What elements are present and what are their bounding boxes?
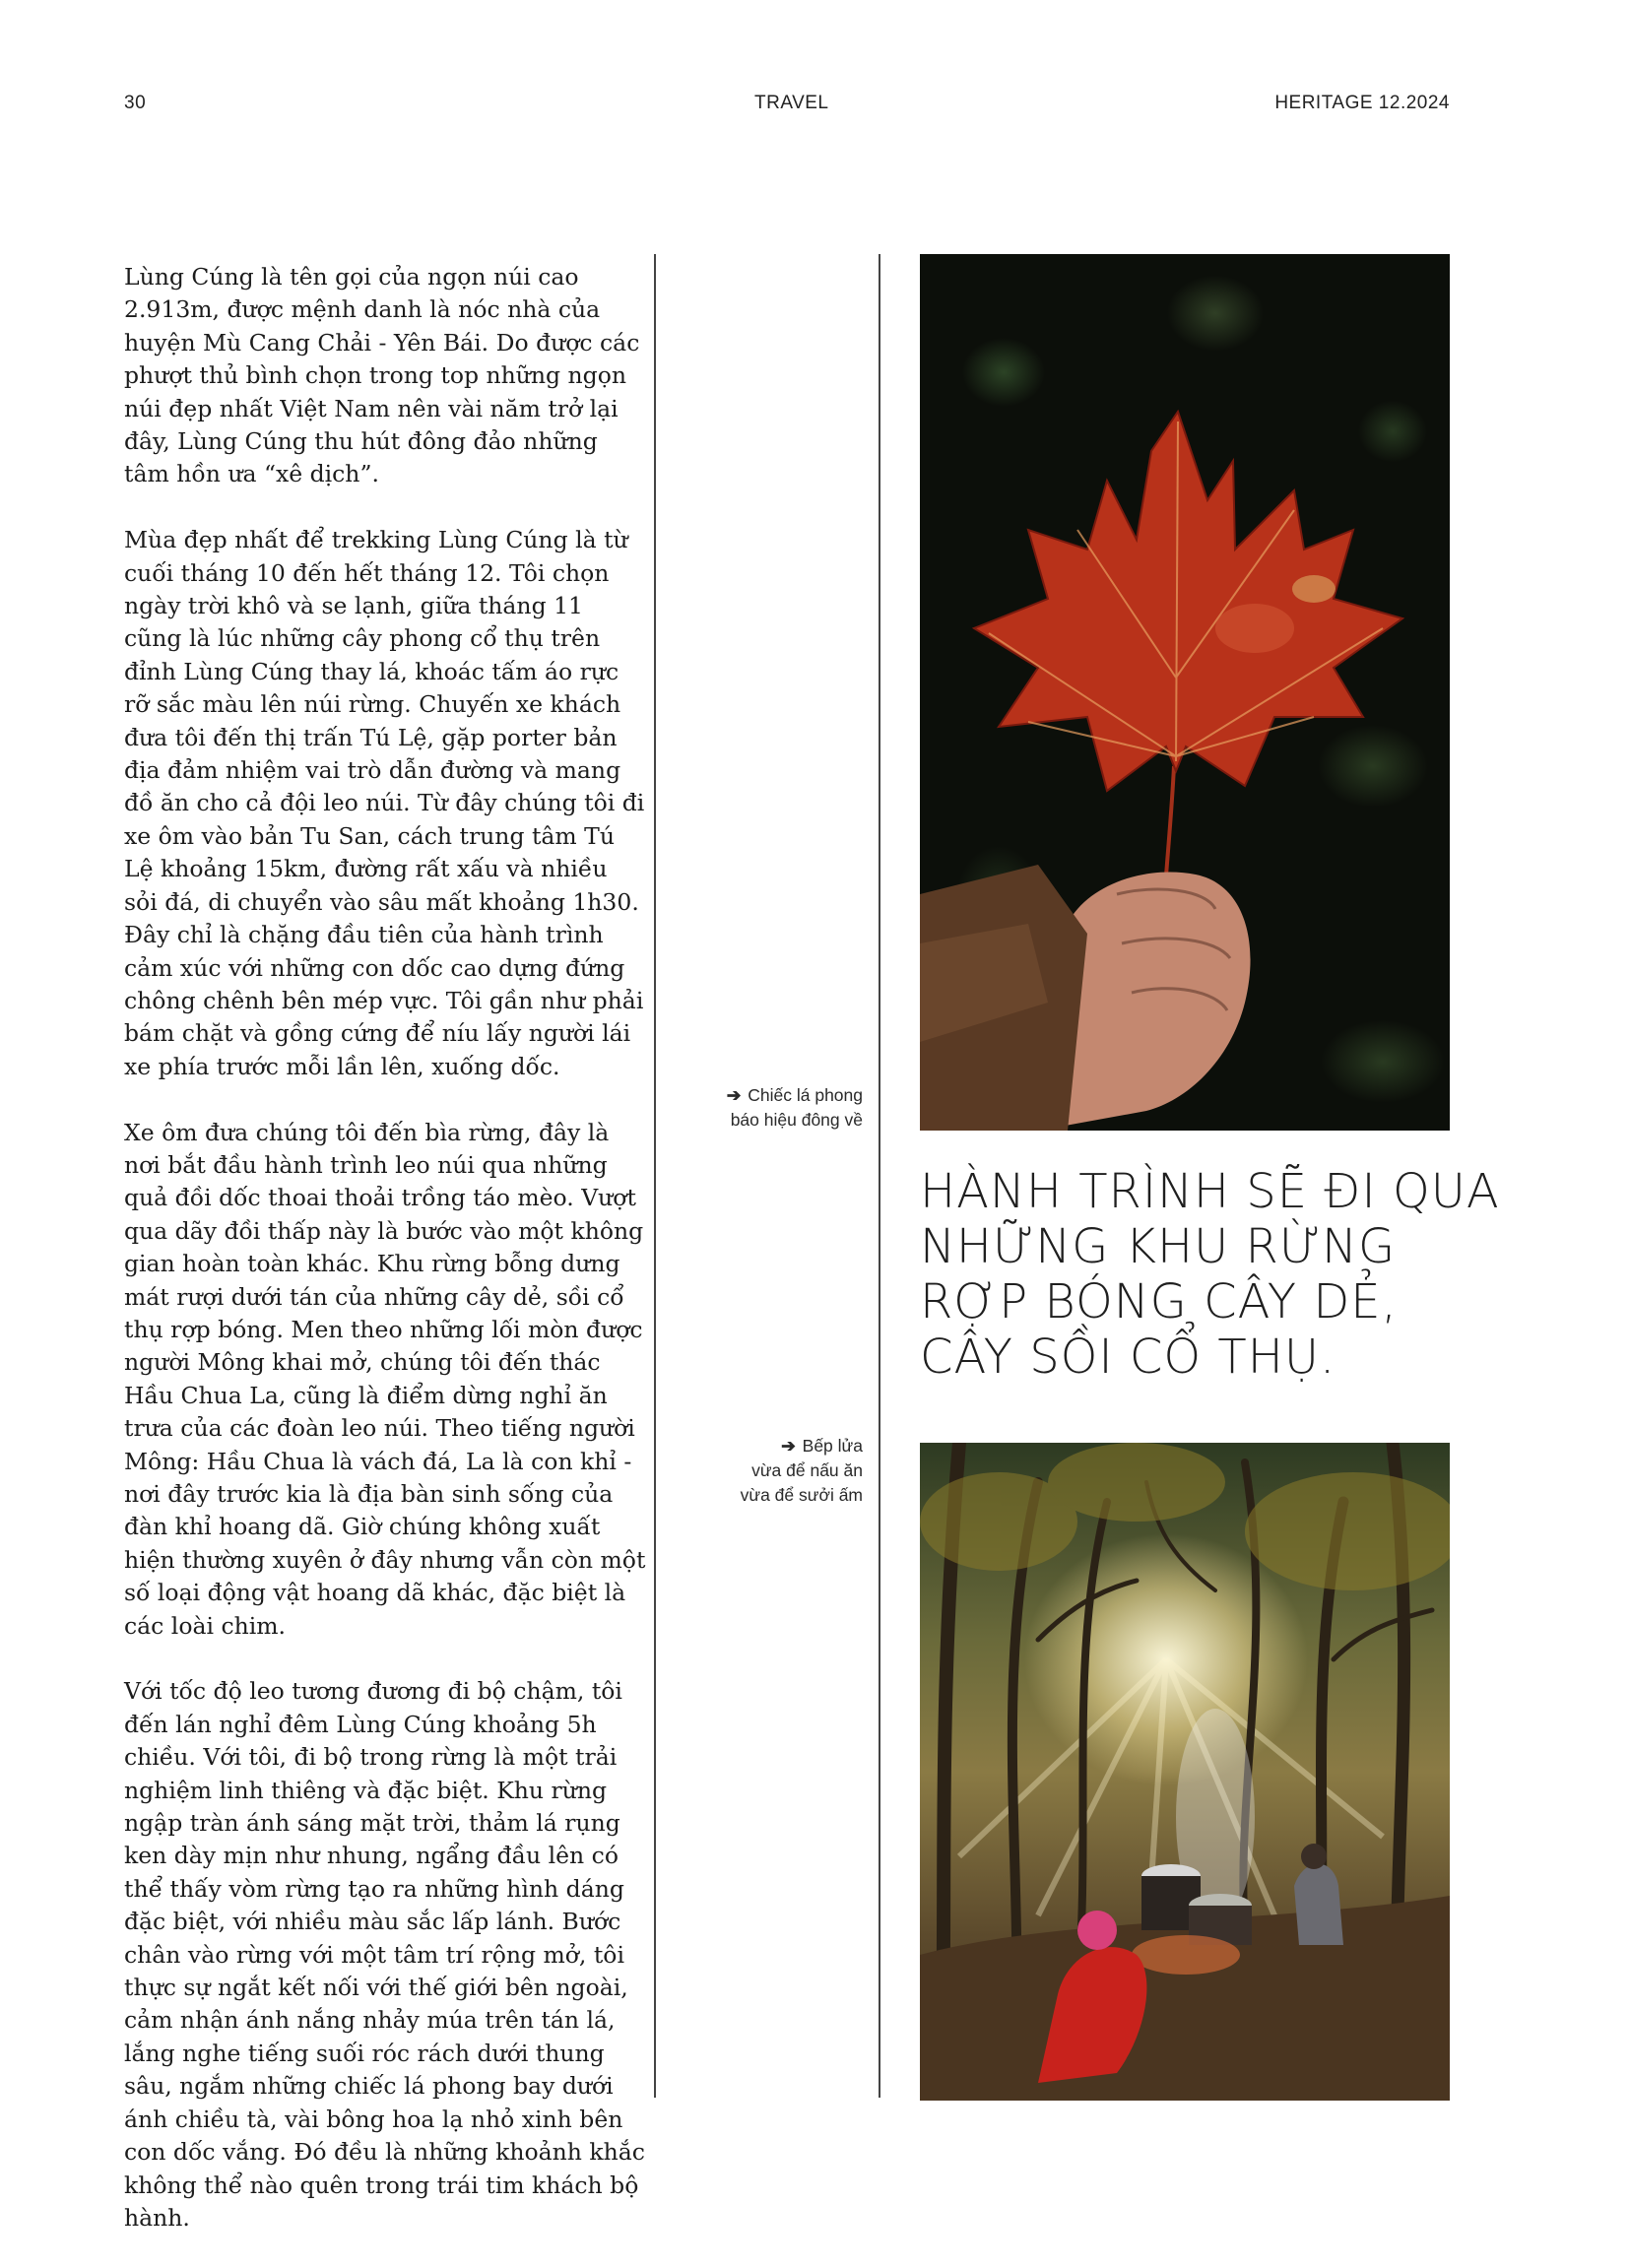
article-body [124,261,646,2268]
pull-quote-line: NHỮNG KHU RỪNG [920,1219,1397,1274]
caption-line: vừa để sưởi ấm [740,1485,863,1505]
issue-label: HERITAGE 12.2024 [1274,93,1450,113]
caption-leaf-photo [666,1083,863,1133]
caption-line: báo hiệu đông về [730,1110,863,1130]
section-name: TRAVEL [754,93,829,113]
article-paragraph: Xe ôm đưa chúng tôi đến bìa rừng, đây là nơi bắt đầu hành trình leo núi qua những quả đồi dốc thoai thoải trồng táo mèo. Vượt qua dãy đồi thấp này là bước vào một không gian hoàn toàn khác. Khu rừng bỗng dưng mát rượi dưới tán của những cây dẻ, sồi cổ thụ rợp bóng. Men theo những lối mòn được người Mông khai mở, chúng tôi đến thác Hầu Chua La, cũng là điểm dừng nghỉ ăn trưa của các đoàn leo núi. Theo tiếng người Mông: Hầu Chua là vách đá, La là con khỉ - nơi đây trước kia là địa bàn sinh sống của đàn khỉ hoang dã. Giờ chúng không xuất hiện thường xuyên ở đây nhưng vẫn còn một số loại động vật hoang dã khác, đặc biệt là các loài chim. [124,1118,646,1640]
caption-fire-photo [666,1434,863,1508]
page-number: 30 [124,93,147,113]
caption-line: vừa để nấu ăn [751,1460,863,1480]
forest-campfire-photo [920,1443,1450,2101]
caption-line: Chiếc lá phong [748,1085,863,1105]
arrow-right-icon: ➔ [726,1085,742,1105]
pull-quote-line: RỢP BÓNG CÂY DẺ, [920,1274,1398,1329]
article-paragraph: Mùa đẹp nhất để trekking Lùng Cúng là từ cuối tháng 10 đến hết tháng 12. Tôi chọn ngày trời khô và se lạnh, giữa tháng 11 cũng là lúc những cây phong cổ thụ trên đỉnh Lùng Cúng thay lá, khoác tấm áo rực rỡ sắc màu lên núi rừng. Chuyến xe khách đưa tôi đến thị trấn Tú Lệ, gặp porter bản địa đảm nhiệm vai trò dẫn đường và mang đồ ăn cho cả đội leo núi. Từ đây chúng tôi đi xe ôm vào bản Tu San, cách trung tâm Tú Lệ khoảng 15km, đường rất xấu và nhiều sỏi đá, di chuyển vào sâu mất khoảng 1h30. Đây chỉ là chặng đầu tiên của hành trình cảm xúc với những con dốc cao dựng đứng chông chênh bên mép vực. Tôi gần như phải bám chặt và gồng cứng để níu lấy người lái xe phía trước mỗi lần lên, xuống dốc. [124,526,645,1080]
maple-leaf-photo [920,254,1450,1131]
forest-campfire-illustration [920,1443,1450,2101]
article-paragraph: Với tốc độ leo tương đương đi bộ chậm, tôi đến lán nghỉ đêm Lùng Cúng khoảng 5h chiều. Với tôi, đi bộ trong rừng là một trải nghiệm linh thiêng và đặc biệt. Khu rừng ngập tràn ánh sáng mặt trời, thảm lá rụng ken dày mịn như nhung, ngẩng đầu lên có thể thấy vòm rừng tạo ra những hình dáng đặc biệt, với nhiều màu sắc lấp lánh. Bước chân vào rừng với một tâm trí rộng mở, tôi thực sự ngắt kết nối với thế giới bên ngoài, cảm nhận ánh nắng nhảy múa trên tán lá, lắng nghe tiếng suối róc rách dưới thung sâu, ngắm những chiếc lá phong bay dưới ánh chiều tà, vài bông hoa lạ nhỏ xinh bên con dốc vắng. Đó đều là những khoảnh khắc không thể nào quên trong trái tim khách bộ hành. [124,1677,645,2232]
pull-quote-line: HÀNH TRÌNH SẼ ĐI QUA [920,1164,1500,1219]
article-paragraph: Lùng Cúng là tên gọi của ngọn núi cao 2.913m, được mệnh danh là nóc nhà của huyện Mù Cang Chải - Yên Bái. Do được các phượt thủ bình chọn trong top những ngọn núi đẹp nhất Việt Nam nên vài năm trở lại đây, Lùng Cúng thu hút đông đảo những tâm hồn ưa “xê dịch”. [124,263,640,488]
column-divider [879,254,880,2098]
pull-quote [920,1164,1500,1385]
arrow-right-icon: ➔ [781,1436,796,1456]
maple-leaf-illustration [920,254,1450,1131]
pull-quote-line: CÂY SỒI CỔ THỤ. [920,1329,1336,1385]
caption-line: Bếp lửa [802,1436,863,1456]
column-divider [654,254,656,2098]
